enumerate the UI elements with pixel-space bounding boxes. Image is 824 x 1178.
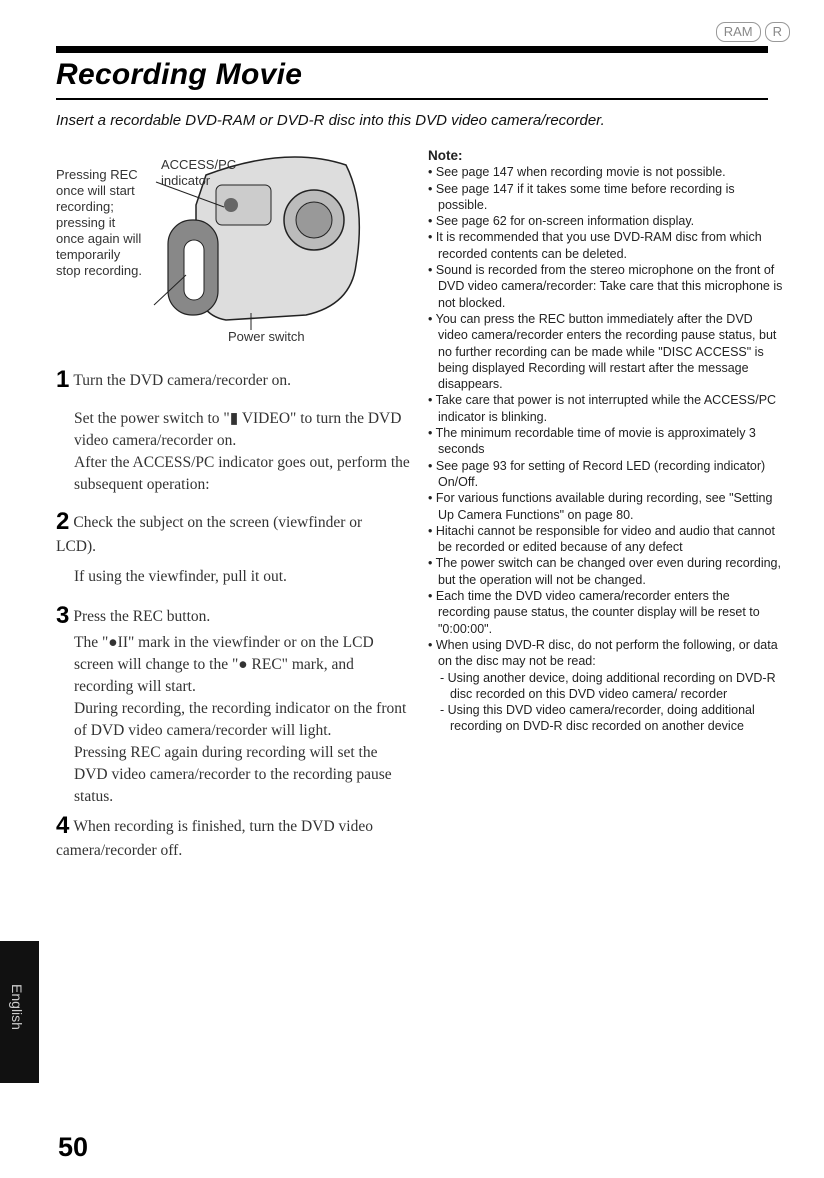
label-line: ACCESS/PC xyxy=(161,157,237,172)
step-text: Check the subject on the screen (viewfinder or LCD). xyxy=(56,514,363,555)
access-pc-label xyxy=(161,157,236,189)
note-item: • When using DVD-R disc, do not perform the following, or data on the disc may not be read: xyxy=(428,637,778,669)
page-number: 50 xyxy=(58,1132,89,1162)
step-1-para: After the ACCESS/PC indicator goes out, perform the subsequent operation: xyxy=(74,454,410,493)
disc-type-badges xyxy=(716,22,790,42)
step-number: 3 xyxy=(56,602,70,629)
step-1-para: Set the power switch to "▮ VIDEO" to turn the DVD video camera/recorder on. xyxy=(74,410,402,449)
step-number: 1 xyxy=(56,366,70,393)
step-text: Turn the DVD camera/recorder on. xyxy=(73,372,292,389)
step-4 xyxy=(56,812,406,862)
side-tab-label: English xyxy=(9,984,25,1030)
note-subitem: - Using this DVD video camera/recorder, doing additional recording on DVD-R disc recorded on another device xyxy=(440,703,755,734)
note-item: • Each time the DVD video camera/recorder enters the recording pause status, the counter display will be reset to "0:00:00". xyxy=(428,589,760,636)
note-item: • You can press the REC button immediately after the DVD video camera/recorder enters the recording pause status, but no further recording can be made while "DISC ACCESS" is being displayed Recording will restart after the message disappears. xyxy=(428,311,777,392)
label-line: indicator xyxy=(161,173,211,188)
step-2-para: If using the viewfinder, pull it out. xyxy=(74,568,287,585)
note-item: • Take care that power is not interrupted while the ACCESS/PC indicator is blinking. xyxy=(428,393,777,424)
label-line: Pressing REC xyxy=(56,167,138,182)
step-2 xyxy=(56,508,401,558)
label-line: once again will xyxy=(56,231,142,246)
label-line: once will start xyxy=(56,183,135,198)
note-item: • It is recommended that you use DVD-RAM disc from which recorded contents can be deleted. xyxy=(428,230,762,261)
page-title: Recording Movie xyxy=(56,58,303,91)
camera-figure xyxy=(56,145,366,350)
power-switch-label: Power switch xyxy=(228,329,305,344)
ram-badge: RAM xyxy=(716,22,761,42)
title-rule xyxy=(56,98,768,100)
note-item: • The power switch can be changed over even during recording, but the operation will not be changed. xyxy=(428,556,781,587)
rec-instruction-label xyxy=(56,167,142,279)
step-1 xyxy=(56,366,406,394)
step-text: Press the REC button. xyxy=(73,608,211,625)
note-item: • See page 93 for setting of Record LED (recording indicator) On/Off. xyxy=(428,458,766,489)
step-3-para: During recording, the recording indicator on the front of DVD video camera/recorder will light. xyxy=(74,700,407,739)
note-section xyxy=(428,148,784,735)
note-item: • The minimum recordable time of movie is approximately 3 seconds xyxy=(428,426,756,457)
note-item: • See page 147 if it takes some time before recording is possible. xyxy=(428,181,735,212)
step-3 xyxy=(56,602,406,630)
note-heading: Note: xyxy=(428,148,463,163)
r-badge: R xyxy=(765,22,790,42)
note-item: • For various functions available during recording, see "Setting Up Camera Functions" on page 80. xyxy=(428,491,773,522)
note-subitem: - Using another device, doing additional recording on DVD-R disc recorded on this DVD video camera/ recorder xyxy=(440,670,776,701)
step-number: 4 xyxy=(56,812,70,839)
note-item: • See page 147 when recording movie is not possible. xyxy=(428,165,726,180)
step-3-para: The "●II" mark in the viewfinder or on the LCD screen will change to the "● REC" mark, and recording will start. xyxy=(74,634,374,695)
step-number: 2 xyxy=(56,508,70,535)
label-line: pressing it xyxy=(56,215,116,230)
step-text: When recording is finished, turn the DVD video camera/recorder off. xyxy=(56,818,373,859)
language-side-tab xyxy=(0,941,39,1083)
intro-text: Insert a recordable DVD-RAM or DVD-R disc into this DVD video camera/recorder. xyxy=(56,112,605,129)
label-line: stop recording. xyxy=(56,263,142,278)
step-3-para: Pressing REC again during recording will set the DVD video camera/recorder to the recording pause status. xyxy=(74,744,392,805)
note-item: • See page 62 for on-screen information display. xyxy=(428,214,695,229)
top-rule xyxy=(56,46,768,53)
label-line: temporarily xyxy=(56,247,121,262)
note-item: • Sound is recorded from the stereo microphone on the front of DVD video camera/recorder: Take care that this microphone is not blocked. xyxy=(428,263,783,310)
note-item: • Hitachi cannot be responsible for video and audio that cannot be recorded or edited because of any defect xyxy=(428,523,775,555)
label-line: recording; xyxy=(56,199,114,214)
